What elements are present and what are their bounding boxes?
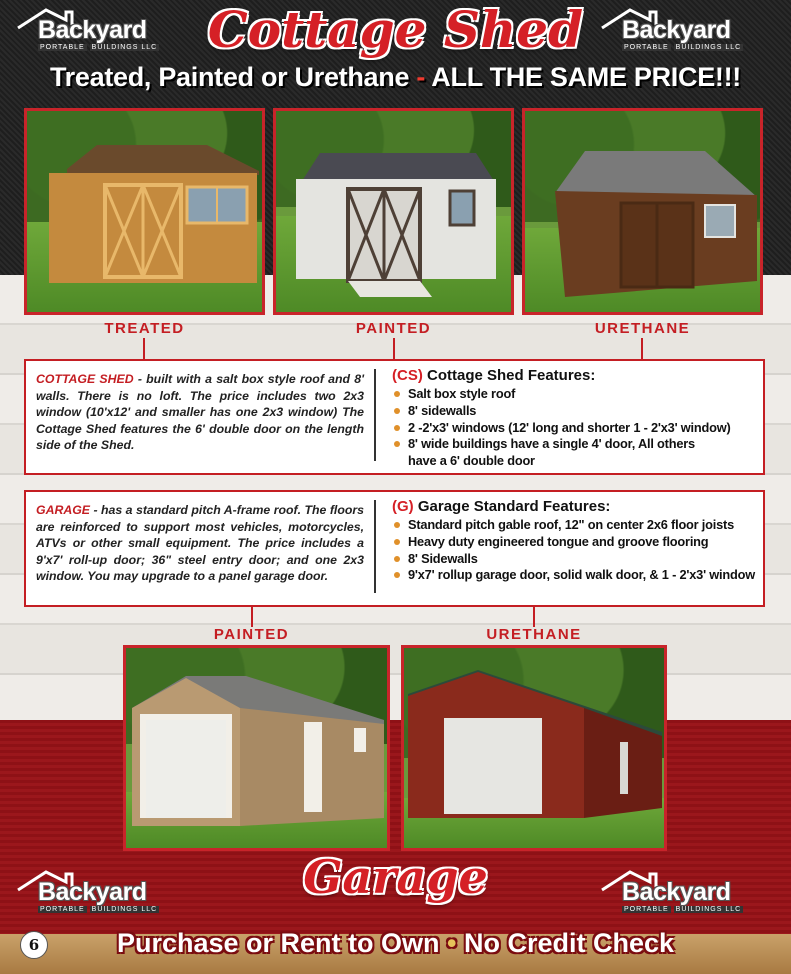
shed-image [525, 111, 760, 312]
feature-item: 9'x7' rollup garage door, solid walk door, & 1 - 2'x3' window [392, 567, 762, 584]
connector-line [393, 338, 395, 360]
photo-treated-cottage [24, 108, 265, 315]
cottage-keyword: COTTAGE SHED [36, 372, 134, 386]
cottage-features-title [392, 367, 762, 384]
box-divider [374, 369, 376, 461]
features-list [392, 517, 762, 584]
logo-tag-right: BUILDINGS LLC [675, 44, 742, 51]
logo-brand: Backyard [622, 878, 731, 906]
garage-info-box [24, 490, 765, 607]
shed-roof [67, 145, 259, 175]
garage-description [36, 502, 364, 585]
logo-brand: Backyard [38, 16, 147, 44]
subtitle-left: Treated, Painted or Urethane [49, 62, 410, 92]
logo-tag-right: BUILDINGS LLC [675, 906, 742, 913]
footer-right: No Credit Check [464, 928, 675, 958]
features-list [392, 386, 762, 470]
feature-item: Salt box style roof [392, 386, 762, 403]
footer-tagline [0, 928, 791, 959]
garage-title: Garage [303, 850, 488, 904]
photo-painted-cottage [273, 108, 514, 315]
feature-item: 2 -2'x3' windows (12' long and shorter 1 - 2'x3' window) [392, 420, 762, 437]
cottage-info-box [24, 359, 765, 475]
feature-item: 8' Sidewalls [392, 551, 762, 568]
logo-tag-left: PORTABLE [40, 906, 85, 913]
photo-urethane-cottage [522, 108, 763, 315]
page-number: 6 [20, 931, 48, 959]
logo-bottom-right [600, 868, 780, 912]
garage-image [126, 648, 387, 848]
feature-item: 8' wide buildings have a single 4' door, All others have a 6' double door [392, 436, 722, 470]
logo-tag-left: PORTABLE [40, 44, 85, 51]
garage-keyword: GARAGE [36, 503, 90, 517]
connector-line [533, 607, 535, 627]
cottage-description [36, 371, 364, 454]
caption-garage-urethane: URETHANE [486, 626, 582, 643]
feature-item: 8' sidewalls [392, 403, 762, 420]
shed-roof [302, 153, 494, 181]
logo-brand: Backyard [622, 16, 731, 44]
features-code: (G) [392, 498, 414, 515]
feature-item: Standard pitch gable roof, 12" on center 2x6 floor joists [392, 517, 762, 534]
footer-dot: • [447, 928, 457, 958]
logo-brand: Backyard [38, 878, 147, 906]
caption-garage-painted: PAINTED [213, 626, 290, 643]
cottage-features [392, 367, 762, 470]
caption-painted: PAINTED [355, 320, 432, 337]
logo-tag-right: BUILDINGS LLC [91, 906, 158, 913]
features-title-text: Garage Standard Features: [417, 498, 611, 515]
subtitle [0, 62, 791, 93]
photo-urethane-garage [401, 645, 667, 851]
cottage-description-text: - built with a salt box style roof and 8' walls. There is no loft. The price includes two 2x3 window (10'x12' and smaller has one 2x3 window) The Cottage Shed features the 6' double door on the length side of the Shed. [36, 372, 364, 452]
footer-left: Purchase or Rent to Own [116, 928, 440, 958]
features-title-text: Cottage Shed Features: [427, 367, 596, 384]
photo-painted-garage [123, 645, 390, 851]
garage-image [404, 648, 664, 848]
logo-tag-left: PORTABLE [624, 44, 669, 51]
logo-tag-right: BUILDINGS LLC [91, 44, 158, 51]
garage-features-title [392, 498, 762, 515]
connector-line [143, 338, 145, 360]
page-title: Cottage Shed [207, 0, 584, 59]
connector-line [641, 338, 643, 360]
shed-image [276, 111, 511, 312]
feature-item: Heavy duty engineered tongue and groove flooring [392, 534, 762, 551]
caption-treated: TREATED [104, 320, 185, 337]
garage-features [392, 498, 762, 584]
connector-line [251, 607, 253, 627]
red-wood-background [0, 720, 791, 950]
features-code: (CS) [392, 367, 423, 384]
subtitle-separator: - [416, 62, 426, 92]
logo-bottom-left [16, 868, 196, 912]
shed-roof [555, 151, 757, 197]
subtitle-right: ALL THE SAME PRICE!!! [431, 62, 741, 92]
garage-description-text: - has a standard pitch A-frame roof. The floors are reinforced to support most vehicles, motorcycles, ATVs or other small equipment. The price includes a 9'x7' roll-up door; 36" steel entry door; and one 2x3 window. You may upgrade to a panel garage door. [36, 503, 364, 583]
box-divider [374, 500, 376, 593]
logo-tag-left: PORTABLE [624, 906, 669, 913]
shed-image [27, 111, 262, 312]
caption-urethane: URETHANE [594, 320, 691, 337]
